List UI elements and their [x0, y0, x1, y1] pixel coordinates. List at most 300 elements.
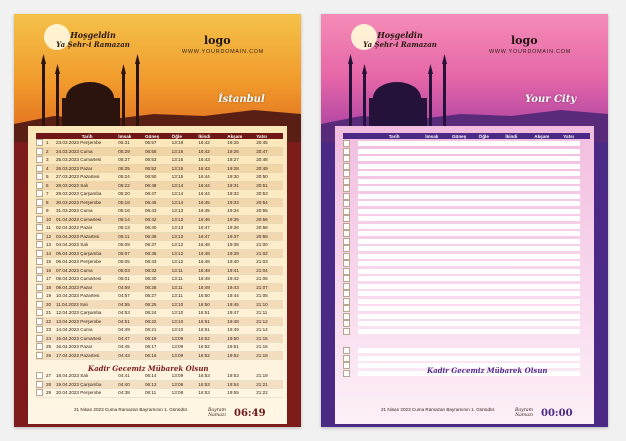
row-checkbox[interactable] [36, 309, 43, 316]
row-checkbox[interactable] [343, 185, 350, 192]
col-header: Öğle [172, 133, 199, 139]
date-cell: 23.03.2023 Perşembe [56, 139, 118, 147]
row-checkbox[interactable] [343, 362, 350, 369]
col-header: Güneş [145, 133, 172, 139]
empty-row [343, 253, 580, 261]
time-cell: 20:51 [256, 181, 283, 190]
time-cell: 21:08 [256, 292, 283, 301]
empty-row [343, 155, 580, 163]
time-cell: 16:48 [198, 249, 227, 258]
table-row [36, 198, 283, 207]
time-cell: 16:48 [198, 241, 227, 250]
time-cell: 13:12 [172, 249, 199, 258]
time-cell: 21:14 [256, 326, 283, 335]
domain-text: WWW.YOURDOMAIN.COM [489, 49, 572, 55]
time-cell: 16:52 [198, 334, 227, 343]
blank-entry-field[interactable] [358, 216, 580, 221]
time-cell: 06:24 [145, 309, 172, 318]
time-cell: 06:13 [145, 380, 172, 389]
time-cell: 13:13 [172, 224, 199, 233]
row-checkbox[interactable] [343, 355, 350, 362]
row-checkbox[interactable] [36, 284, 43, 291]
date-cell: 04.04.2023 Salı [56, 241, 118, 250]
time-cell: 16:50 [198, 300, 227, 309]
time-cell: 19:36 [227, 224, 256, 233]
date-cell: 19.04.2023 Çarşamba [56, 380, 118, 389]
row-checkbox[interactable] [343, 208, 350, 215]
time-cell: 13:13 [172, 207, 199, 216]
row-checkbox[interactable] [343, 260, 350, 267]
blank-entry-field[interactable] [358, 299, 580, 304]
row-checkbox[interactable] [343, 230, 350, 237]
empty-row [343, 163, 580, 171]
time-cell: 05:16 [118, 207, 145, 216]
date-cell: 07.04.2023 Cuma [56, 266, 118, 275]
row-checkbox[interactable] [343, 193, 350, 200]
bayram-label-line1: Bayram [515, 408, 534, 413]
row-checkbox[interactable] [36, 148, 43, 155]
blank-entry-field[interactable] [358, 329, 580, 334]
table-row [36, 309, 283, 318]
empty-row [343, 298, 580, 306]
date-cell: 29.03.2023 Çarşamba [56, 190, 118, 199]
time-cell: 06:11 [145, 389, 172, 398]
time-cell: 19:53 [227, 372, 256, 380]
row-checkbox[interactable] [36, 318, 43, 325]
table-row [36, 241, 283, 250]
row-checkbox[interactable] [36, 381, 43, 388]
time-cell: 19:25 [227, 139, 256, 147]
table-row [36, 300, 283, 309]
col-header: İmsak [118, 133, 145, 139]
time-cell: 06:21 [145, 326, 172, 335]
time-cell: 13:16 [172, 139, 199, 147]
row-checkbox[interactable] [36, 139, 43, 146]
row-checkbox[interactable] [36, 250, 43, 257]
blank-entry-field[interactable] [358, 348, 580, 353]
empty-row [343, 320, 580, 328]
empty-row [343, 193, 580, 201]
table-row [36, 343, 283, 352]
day-number: 22 [46, 317, 56, 326]
poster-istanbul [14, 14, 301, 427]
date-cell: 12.04.2023 Çarşamba [56, 309, 118, 318]
city-name: İstanbul [218, 94, 265, 105]
time-cell: 04:45 [118, 343, 145, 352]
blank-entry-field[interactable] [358, 231, 580, 236]
empty-timetable [343, 140, 580, 377]
date-cell: 01.04.2023 Cumartesi [56, 215, 118, 224]
row-checkbox[interactable] [343, 178, 350, 185]
day-number: 10 [46, 215, 56, 224]
blank-entry-field[interactable] [358, 306, 580, 311]
date-cell: 02.04.2023 Pazar [56, 224, 118, 233]
col-header: İmsak [425, 133, 452, 139]
date-cell: 27.03.2023 Pazartesi [56, 173, 118, 182]
time-cell: 04:38 [118, 389, 145, 398]
date-cell: 14.04.2023 Cuma [56, 326, 118, 335]
day-number: 6 [46, 181, 56, 190]
time-cell: 04:51 [118, 317, 145, 326]
time-cell: 06:55 [145, 147, 172, 156]
blank-entry-field[interactable] [358, 186, 580, 191]
date-cell: 09.04.2023 Pazar [56, 283, 118, 292]
row-checkbox[interactable] [343, 290, 350, 297]
bayram-namazi-label [208, 408, 226, 418]
table-row [36, 258, 283, 267]
empty-row [343, 347, 580, 355]
row-checkbox[interactable] [36, 156, 43, 163]
day-number: 20 [46, 300, 56, 309]
empty-row [343, 313, 580, 321]
time-cell: 16:49 [198, 266, 227, 275]
row-checkbox[interactable] [343, 313, 350, 320]
time-cell: 04:59 [118, 283, 145, 292]
time-cell: 06:33 [145, 258, 172, 267]
time-cell: 20:58 [256, 224, 283, 233]
date-cell: 31.03.2023 Cuma [56, 207, 118, 216]
blank-entry-field[interactable] [358, 284, 580, 289]
row-checkbox[interactable] [36, 207, 43, 214]
table-row [36, 190, 283, 199]
time-cell: 06:27 [145, 292, 172, 301]
col-header: Akşam [534, 133, 563, 139]
row-checkbox[interactable] [343, 328, 350, 335]
time-cell: 05:29 [118, 147, 145, 156]
empty-row [343, 238, 580, 246]
day-number: 1 [46, 139, 56, 147]
time-cell: 16:51 [198, 326, 227, 335]
row-checkbox[interactable] [343, 200, 350, 207]
blank-entry-field[interactable] [358, 224, 580, 229]
time-cell: 19:52 [227, 351, 256, 360]
empty-row [343, 230, 580, 238]
time-cell: 19:38 [227, 241, 256, 250]
row-checkbox[interactable] [343, 245, 350, 252]
time-cell: 13:09 [172, 334, 199, 343]
empty-row [343, 245, 580, 253]
time-cell: 20:48 [256, 156, 283, 165]
day-number: 15 [46, 258, 56, 267]
time-cell: 13:15 [172, 173, 199, 182]
greeting-line2: Ya Şehr-i Ramazan [363, 40, 437, 49]
time-cell: 13:11 [172, 266, 199, 275]
time-cell: 06:47 [145, 190, 172, 199]
day-number: 9 [46, 207, 56, 216]
day-number: 2 [46, 147, 56, 156]
blank-entry-field[interactable] [358, 179, 580, 184]
row-checkbox[interactable] [343, 155, 350, 162]
time-cell: 05:18 [118, 198, 145, 207]
date-cell: 16.04.2023 Pazar [56, 343, 118, 352]
timetable-panel [28, 126, 287, 424]
time-cell: 04:41 [118, 372, 145, 380]
row-checkbox[interactable] [343, 170, 350, 177]
row-checkbox[interactable] [36, 267, 43, 274]
blank-entry-field[interactable] [358, 314, 580, 319]
blank-entry-field[interactable] [358, 149, 580, 154]
time-cell: 06:45 [145, 198, 172, 207]
row-checkbox[interactable] [343, 275, 350, 282]
date-cell: 25.03.2023 Cumartesi [56, 156, 118, 165]
time-cell: 13:15 [172, 156, 199, 165]
time-cell: 13:16 [172, 147, 199, 156]
time-cell: 19:27 [227, 156, 256, 165]
time-cell: 19:41 [227, 266, 256, 275]
logo: logo [204, 34, 231, 47]
time-cell: 06:38 [145, 232, 172, 241]
row-checkbox[interactable] [343, 163, 350, 170]
time-cell: 21:18 [256, 351, 283, 360]
row-checkbox[interactable] [343, 370, 350, 377]
time-cell: 13:10 [172, 326, 199, 335]
time-cell: 13:10 [172, 300, 199, 309]
row-checkbox[interactable] [343, 148, 350, 155]
time-cell: 04:49 [118, 326, 145, 335]
row-checkbox[interactable] [343, 283, 350, 290]
row-checkbox[interactable] [36, 389, 43, 396]
time-cell: 16:50 [198, 292, 227, 301]
time-cell: 16:53 [198, 389, 227, 398]
time-cell: 04:53 [118, 309, 145, 318]
time-cell: 13:10 [172, 317, 199, 326]
date-cell: 03.04.2023 Pazartesi [56, 232, 118, 241]
greeting-line2: Ya Şehr-i Ramazan [56, 40, 130, 49]
time-cell: 13:14 [172, 190, 199, 199]
time-cell: 05:22 [118, 181, 145, 190]
row-checkbox[interactable] [36, 275, 43, 282]
domain-text: WWW.YOURDOMAIN.COM [182, 49, 265, 55]
time-cell: 05:13 [118, 224, 145, 233]
empty-row [343, 268, 580, 276]
table-row [36, 207, 283, 216]
empty-row [343, 223, 580, 231]
time-cell: 05:14 [118, 215, 145, 224]
bayram-label-line1: Bayram [208, 408, 227, 413]
time-cell: 06:52 [145, 164, 172, 173]
kadir-gap-row [343, 335, 580, 347]
row-checkbox[interactable] [343, 305, 350, 312]
time-cell: 19:47 [227, 309, 256, 318]
empty-row [343, 140, 580, 148]
row-checkbox[interactable] [36, 241, 43, 248]
date-cell: 24.03.2023 Cuma [56, 147, 118, 156]
row-checkbox[interactable] [36, 343, 43, 350]
row-checkbox[interactable] [343, 320, 350, 327]
blank-entry-field[interactable] [358, 291, 580, 296]
time-cell: 06:48 [145, 181, 172, 190]
col-header: İkindi [198, 133, 227, 139]
time-cell: 05:11 [118, 232, 145, 241]
poster-your-city [321, 14, 608, 427]
blank-entry-field[interactable] [358, 254, 580, 259]
time-cell: 06:14 [145, 372, 172, 380]
row-checkbox[interactable] [343, 347, 350, 354]
time-cell: 06:25 [145, 300, 172, 309]
date-cell: 11.04.2023 Salı [56, 300, 118, 309]
time-cell: 13:11 [172, 283, 199, 292]
empty-row [343, 355, 580, 363]
time-cell: 19:28 [227, 164, 256, 173]
time-cell: 16:49 [198, 283, 227, 292]
table-row [36, 181, 283, 190]
blank-entry-field[interactable] [358, 194, 580, 199]
time-cell: 04:47 [118, 334, 145, 343]
city-name: Your City [525, 94, 577, 105]
row-checkbox[interactable] [36, 233, 43, 240]
row-checkbox[interactable] [343, 140, 350, 147]
greeting-title [48, 30, 138, 50]
row-checkbox[interactable] [36, 216, 43, 223]
time-cell: 21:19 [256, 372, 283, 380]
time-cell: 16:44 [198, 181, 227, 190]
day-number: 26 [46, 351, 56, 360]
col-header: Yatsı [563, 133, 590, 139]
row-checkbox[interactable] [36, 258, 43, 265]
col-header: Tarih [363, 133, 425, 139]
blank-entry-field[interactable] [358, 209, 580, 214]
table-row [36, 147, 283, 156]
row-checkbox[interactable] [36, 224, 43, 231]
empty-row [343, 305, 580, 313]
row-checkbox[interactable] [36, 352, 43, 359]
time-cell: 04:55 [118, 300, 145, 309]
time-cell: 13:13 [172, 215, 199, 224]
blank-entry-field[interactable] [358, 171, 580, 176]
row-checkbox[interactable] [343, 215, 350, 222]
bayram-time: 06:49 [234, 408, 266, 419]
time-cell: 21:21 [256, 380, 283, 389]
time-cell: 19:51 [227, 343, 256, 352]
time-cell: 06:32 [145, 266, 172, 275]
prayer-times-table [343, 133, 590, 139]
time-cell: 20:45 [256, 139, 283, 147]
table-row [36, 249, 283, 258]
greeting-line1: Hoşgeldin [377, 30, 423, 40]
time-cell: 04:40 [118, 380, 145, 389]
table-row [36, 215, 283, 224]
day-number: 28 [46, 380, 56, 389]
row-checkbox[interactable] [36, 190, 43, 197]
time-cell: 06:40 [145, 224, 172, 233]
blank-entry-field[interactable] [358, 261, 580, 266]
day-number: 13 [46, 241, 56, 250]
time-cell: 20:49 [256, 164, 283, 173]
blank-entry-field[interactable] [358, 141, 580, 146]
time-cell: 20:56 [256, 215, 283, 224]
time-cell: 06:30 [145, 275, 172, 284]
date-cell: 15.04.2023 Cumartesi [56, 334, 118, 343]
row-checkbox[interactable] [36, 301, 43, 308]
blank-entry-field[interactable] [358, 201, 580, 206]
empty-row [343, 170, 580, 178]
row-checkbox[interactable] [36, 292, 43, 299]
row-checkbox[interactable] [36, 335, 43, 342]
time-cell: 16:51 [198, 317, 227, 326]
time-cell: 16:44 [198, 173, 227, 182]
time-cell: 04:57 [118, 292, 145, 301]
kadir-title: Kadir Gecemiz Mübarek Olsun [427, 366, 548, 375]
day-number: 12 [46, 232, 56, 241]
time-cell: 21:06 [256, 275, 283, 284]
row-checkbox[interactable] [36, 173, 43, 180]
blank-entry-field[interactable] [358, 269, 580, 274]
time-cell: 19:39 [227, 249, 256, 258]
time-cell: 20:47 [256, 147, 283, 156]
time-cell: 21:07 [256, 283, 283, 292]
blank-entry-field[interactable] [358, 239, 580, 244]
time-cell: 20:50 [256, 173, 283, 182]
time-cell: 19:48 [227, 317, 256, 326]
time-cell: 06:19 [145, 334, 172, 343]
time-cell: 13:14 [172, 198, 199, 207]
day-number: 5 [46, 173, 56, 182]
time-cell: 06:50 [145, 173, 172, 182]
day-number: 7 [46, 190, 56, 199]
time-cell: 06:17 [145, 343, 172, 352]
row-checkbox[interactable] [343, 253, 350, 260]
blank-entry-field[interactable] [358, 276, 580, 281]
time-cell: 05:25 [118, 164, 145, 173]
table-row [36, 351, 283, 360]
blank-entry-field[interactable] [358, 156, 580, 161]
blank-entry-field[interactable] [358, 164, 580, 169]
empty-row [343, 290, 580, 298]
bayram-label-line2: Namazı [515, 413, 533, 418]
time-cell: 21:04 [256, 266, 283, 275]
greeting-title [355, 30, 445, 50]
row-checkbox[interactable] [36, 326, 43, 333]
empty-row [343, 328, 580, 336]
row-checkbox[interactable] [36, 165, 43, 172]
time-cell: 19:50 [227, 334, 256, 343]
day-number: 29 [46, 389, 56, 398]
blank-entry-field[interactable] [358, 356, 580, 361]
row-checkbox[interactable] [343, 223, 350, 230]
empty-row [343, 208, 580, 216]
time-cell: 13:09 [172, 351, 199, 360]
row-checkbox[interactable] [36, 372, 43, 379]
empty-row [343, 200, 580, 208]
row-checkbox[interactable] [36, 182, 43, 189]
time-cell: 13:10 [172, 309, 199, 318]
time-cell: 13:11 [172, 292, 199, 301]
time-cell: 21:16 [256, 343, 283, 352]
time-cell: 13:12 [172, 241, 199, 250]
day-number: 16 [46, 266, 56, 275]
time-cell: 21:00 [256, 241, 283, 250]
blank-entry-field[interactable] [358, 246, 580, 251]
row-checkbox[interactable] [343, 298, 350, 305]
day-number: 17 [46, 275, 56, 284]
time-cell: 19:32 [227, 190, 256, 199]
date-cell: 28.03.2023 Salı [56, 181, 118, 190]
empty-row [343, 275, 580, 283]
bayram-text: 21 Nisan 2023 Cuma Ramazan Bayramının 1. Günüdür. [74, 407, 189, 412]
day-number: 3 [46, 156, 56, 165]
date-cell: 17.04.2023 Pazartesi [56, 351, 118, 360]
empty-row [343, 185, 580, 193]
row-checkbox[interactable] [343, 268, 350, 275]
col-header: Öğle [479, 133, 506, 139]
blank-entry-field[interactable] [358, 321, 580, 326]
time-cell: 19:43 [227, 283, 256, 292]
table-row [36, 372, 283, 380]
table-row [36, 266, 283, 275]
row-checkbox[interactable] [36, 199, 43, 206]
row-checkbox[interactable] [343, 238, 350, 245]
time-cell: 19:34 [227, 207, 256, 216]
